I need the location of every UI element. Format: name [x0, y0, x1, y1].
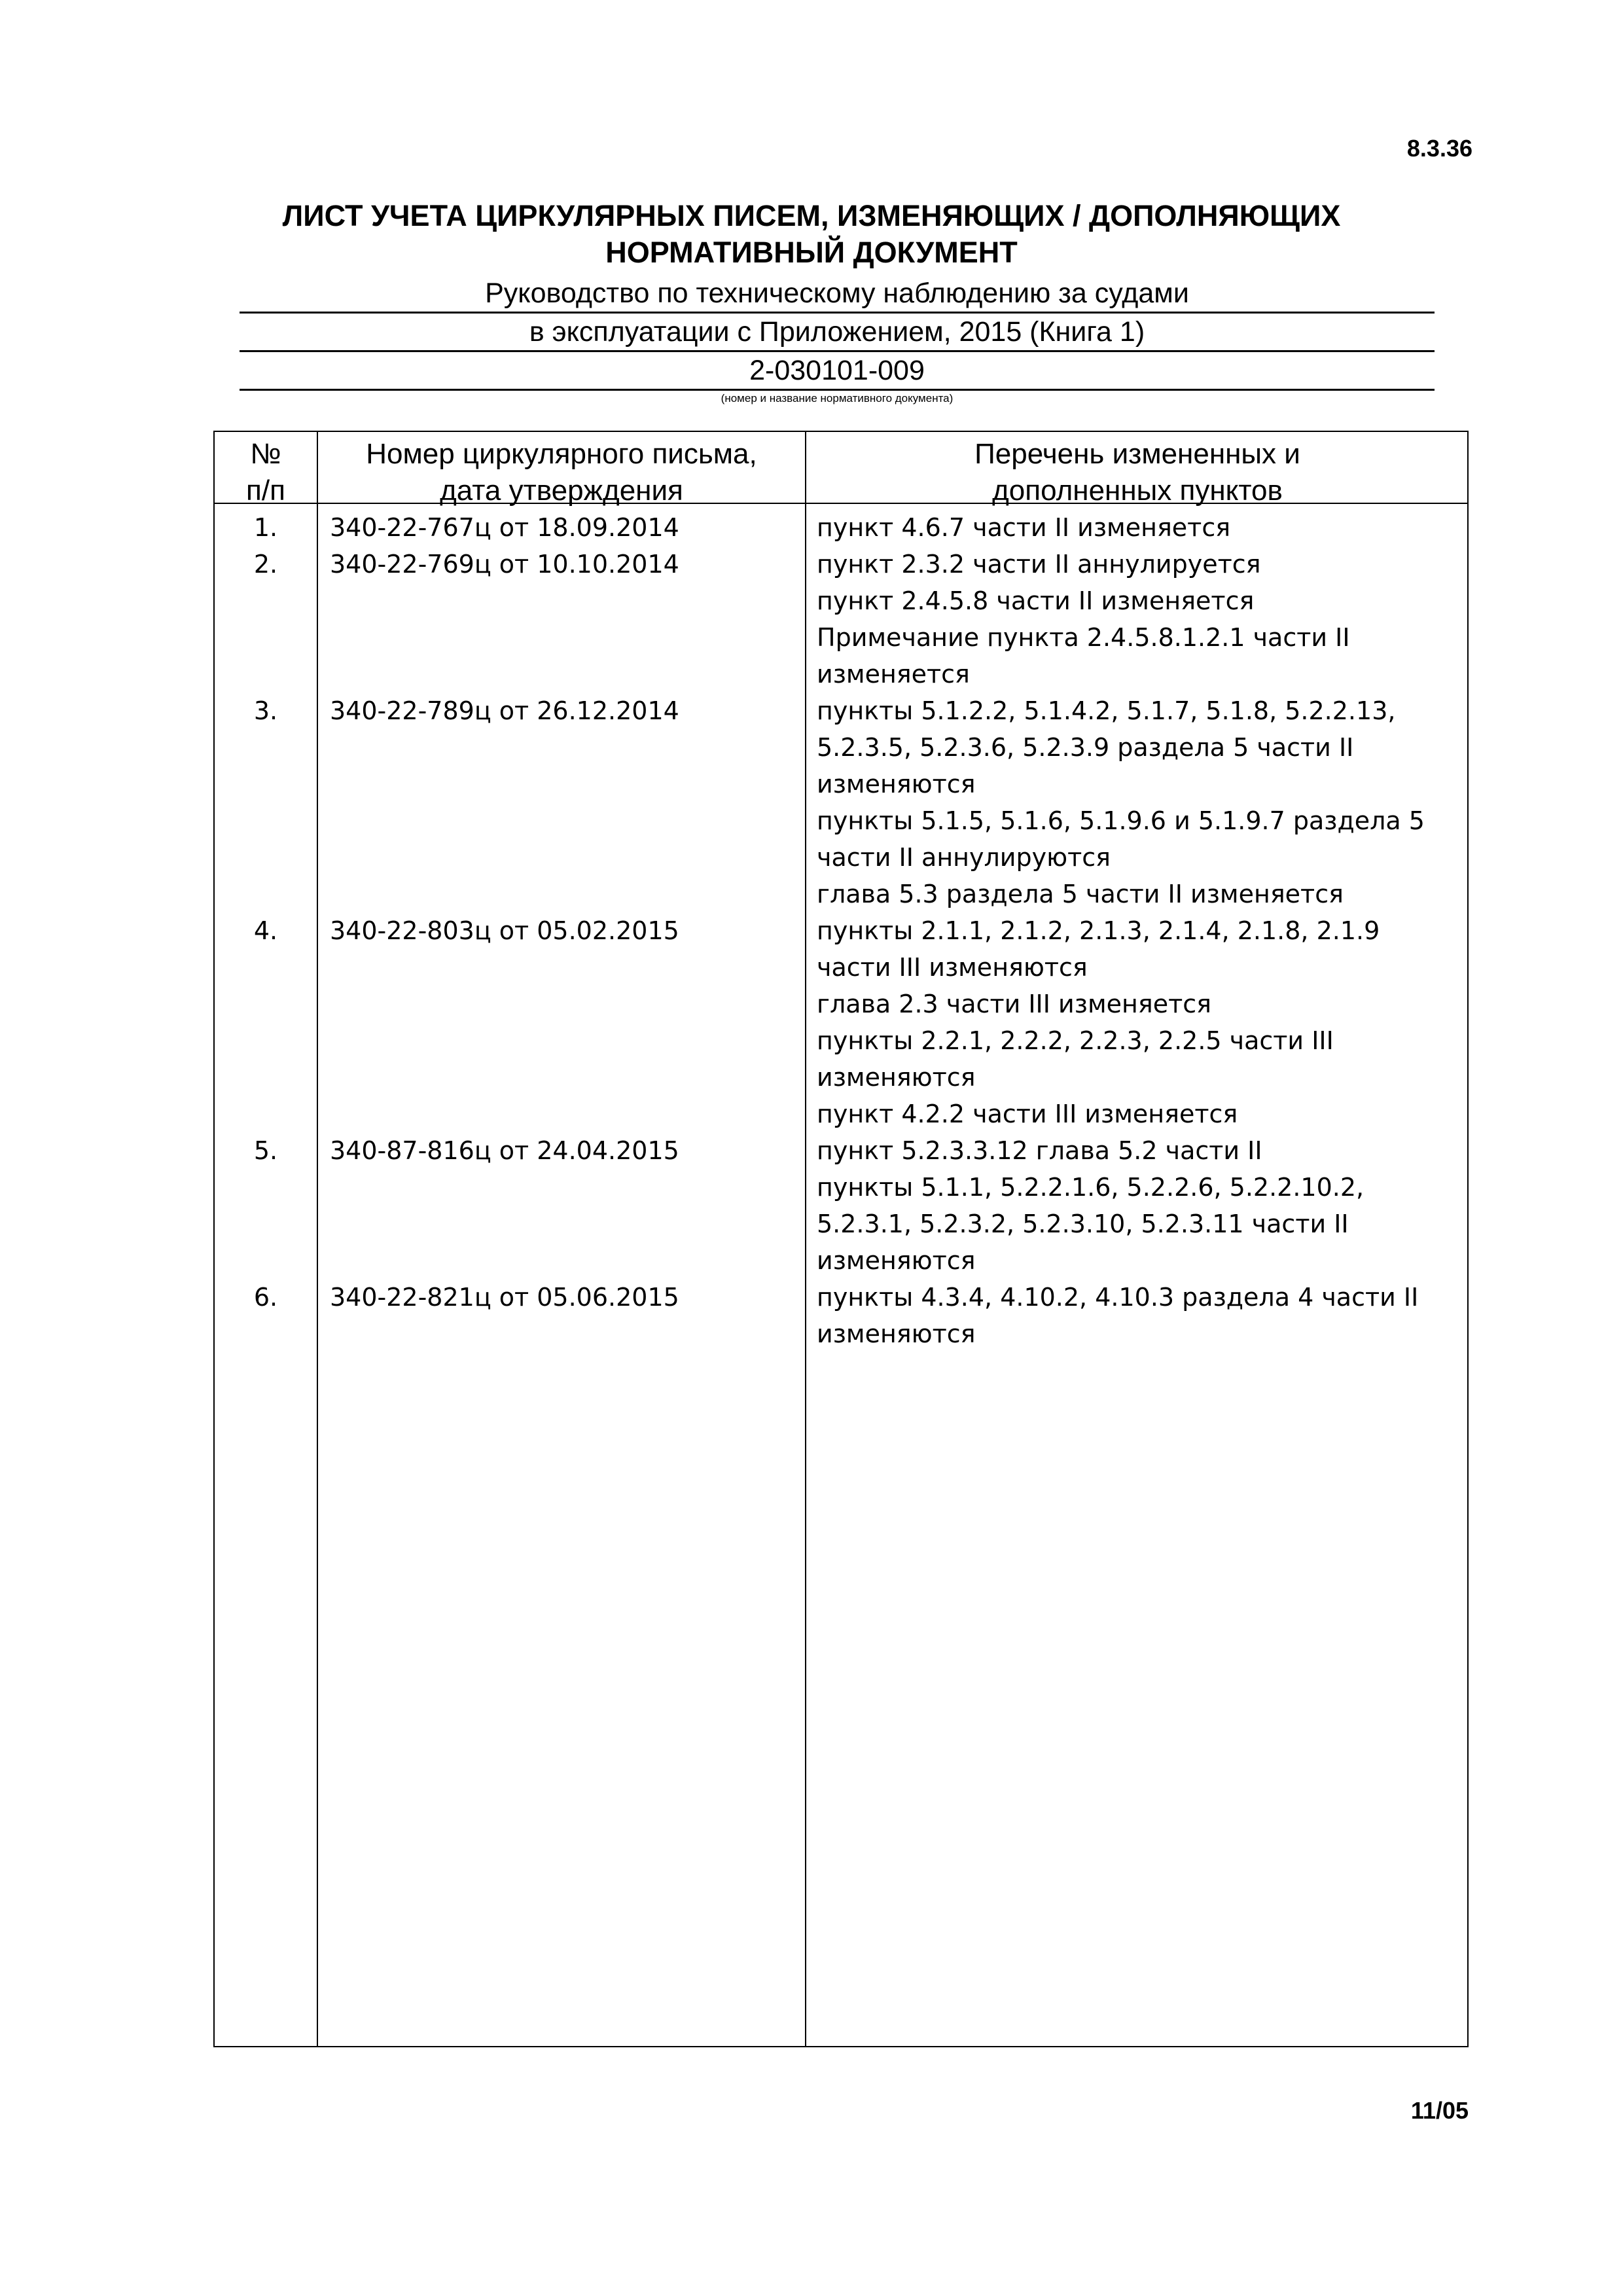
- changed-item: пункт 4.2.2 части III изменяется: [817, 1100, 1238, 1128]
- header-text-line: №: [250, 438, 281, 470]
- circular-letter: 340-22-767ц от 18.09.2014: [330, 513, 679, 542]
- row-number: 2.: [253, 550, 278, 579]
- circular-letter: 340-87-816ц от 24.04.2015: [330, 1136, 679, 1165]
- changed-items: [805, 692, 1467, 912]
- header-number: [215, 436, 317, 509]
- document-name-block: [240, 275, 1435, 406]
- row-number: 5.: [253, 1136, 278, 1165]
- document-number: 2-030101-009: [240, 352, 1435, 391]
- changed-item: пункты 5.1.5, 5.1.6, 5.1.9.6 и 5.1.9.7 раздела 5 части II аннулируются: [817, 806, 1425, 872]
- table-body: [215, 509, 1467, 1352]
- changed-item: пункт 2.3.2 части II аннулируется: [817, 550, 1261, 579]
- header-letter: [318, 436, 805, 509]
- title-line-2: НОРМАТИВНЫЙ ДОКУМЕНТ: [605, 236, 1018, 269]
- circular-letter: 340-22-789ц от 26.12.2014: [330, 696, 679, 725]
- changed-item: глава 5.3 раздела 5 части II изменяется: [817, 880, 1344, 908]
- header-text-line: п/п: [246, 475, 285, 507]
- header-text-line: Номер циркулярного письма,: [366, 438, 757, 470]
- header-text-line: дата утверждения: [440, 475, 683, 507]
- circular-letter: 340-22-821ц от 05.06.2015: [330, 1283, 679, 1312]
- table-row: [215, 509, 1467, 546]
- changed-item: пункты 5.1.1, 5.2.2.1.6, 5.2.2.6, 5.2.2.10.2, 5.2.3.1, 5.2.3.2, 5.2.3.10, 5.2.3.11 части II изменяются: [817, 1173, 1364, 1275]
- changed-item: пункт 5.2.3.3.12 глава 5.2 части II: [817, 1136, 1262, 1165]
- changed-item: пункты 4.3.4, 4.10.2, 4.10.3 раздела 4 части II изменяются: [817, 1283, 1419, 1348]
- changed-items: [805, 546, 1467, 692]
- document-code: 8.3.36: [1406, 135, 1472, 162]
- changed-item: Примечание пункта 2.4.5.8.1.2.1 части II изменяется: [817, 623, 1350, 689]
- row-number: 6.: [253, 1283, 278, 1312]
- changed-item: пункты 2.1.1, 2.1.2, 2.1.3, 2.1.4, 2.1.8, 2.1.9 части III изменяются: [817, 916, 1380, 982]
- circular-letter: 340-22-803ц от 05.02.2015: [330, 916, 679, 945]
- table-row: [215, 1132, 1467, 1279]
- table-row: [215, 912, 1467, 1132]
- circular-letters-table: [213, 431, 1469, 2047]
- document-name-line-1: Руководство по техническому наблюдению за судами: [240, 275, 1435, 314]
- row-number: 4.: [253, 916, 278, 945]
- table-row: [215, 546, 1467, 692]
- document-name-caption: (номер и название нормативного документа): [721, 392, 954, 404]
- changed-items: [805, 1132, 1467, 1279]
- row-number: 1.: [253, 513, 278, 542]
- document-name-line-2: в эксплуатации с Приложением, 2015 (Книга 1): [240, 314, 1435, 352]
- changed-item: пункт 2.4.5.8 части II изменяется: [817, 586, 1255, 615]
- changed-item: пункт 4.6.7 части II изменяется: [817, 513, 1231, 542]
- header-text-line: дополненных пунктов: [992, 475, 1283, 507]
- table-row: [215, 1279, 1467, 1352]
- changed-items: [805, 1279, 1467, 1352]
- page-title: [0, 198, 1623, 271]
- changed-items: [805, 509, 1467, 546]
- changed-items: [805, 912, 1467, 1132]
- page-number: 11/05: [1410, 2097, 1469, 2124]
- table-row: [215, 692, 1467, 912]
- changed-item: пункты 5.1.2.2, 5.1.4.2, 5.1.7, 5.1.8, 5.2.2.13, 5.2.3.5, 5.2.3.6, 5.2.3.9 раздела 5 части II изменяются: [817, 696, 1396, 798]
- circular-letter: 340-22-769ц от 10.10.2014: [330, 550, 679, 579]
- header-text-line: Перечень измененных и: [974, 438, 1300, 470]
- title-line-1: ЛИСТ УЧЕТА ЦИРКУЛЯРНЫХ ПИСЕМ, ИЗМЕНЯЮЩИХ / ДОПОЛНЯЮЩИХ: [282, 199, 1341, 232]
- row-number: 3.: [253, 696, 278, 725]
- header-items: [806, 436, 1469, 509]
- changed-item: пункты 2.2.1, 2.2.2, 2.2.3, 2.2.5 части III изменяются: [817, 1026, 1334, 1092]
- changed-item: глава 2.3 части III изменяется: [817, 990, 1211, 1018]
